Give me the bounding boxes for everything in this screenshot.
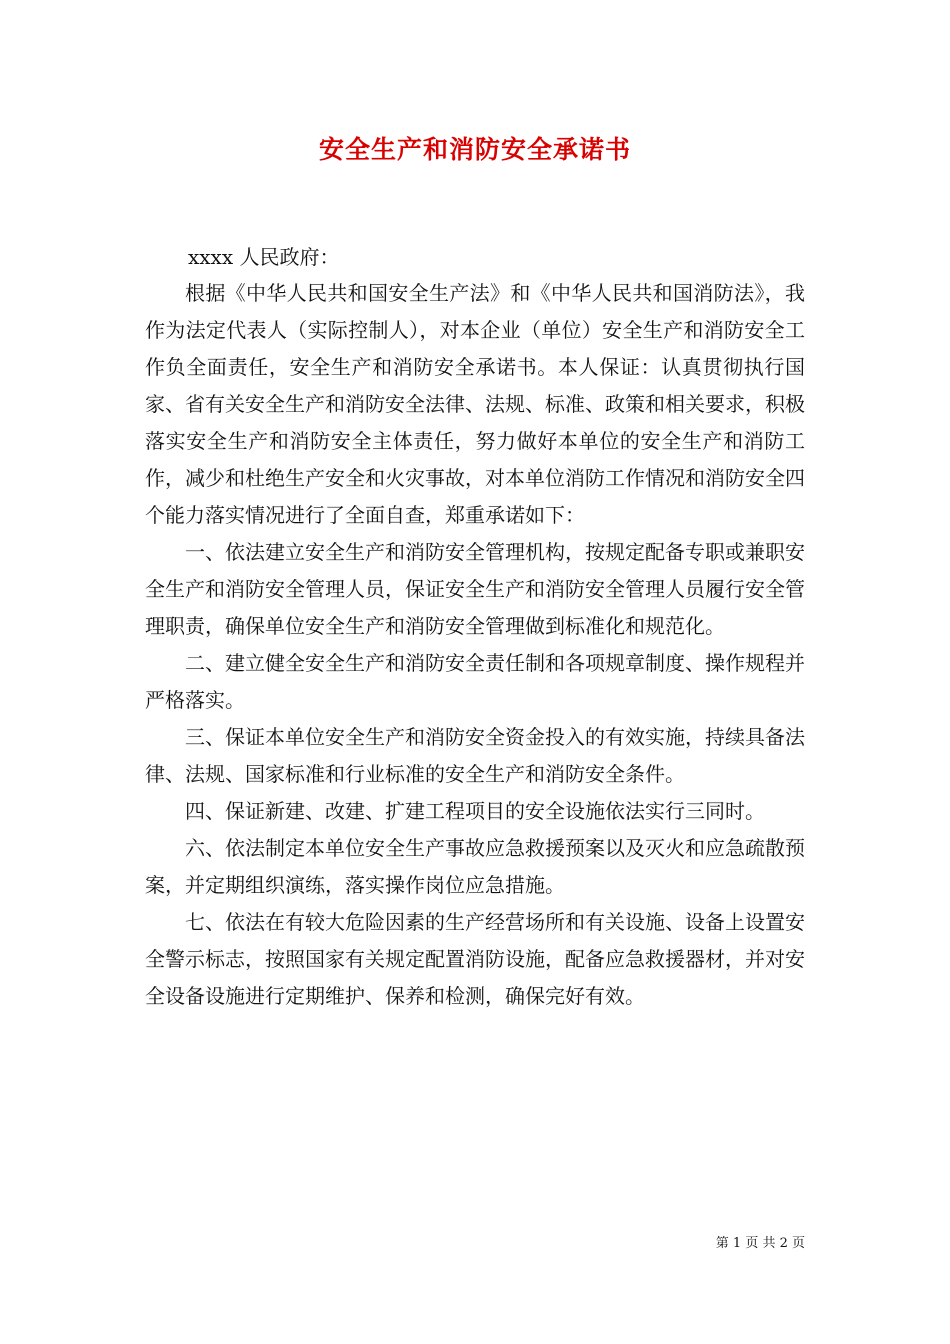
paragraph-intro: 根据《中华人民共和国安全生产法》和《中华人民共和国消防法》，我作为法定代表人（实际控制人），对本企业（单位）安全生产和消防安全工作负全面责任，安全生产和消防安全承诺书。本人保证：认真贯彻执行国家、省有关安全生产和消防安全法律、法规、标准、政策和相关要求，积极落实安全生产和消防安全主体责任，努力做好本单位的安全生产和消防工作，减少和杜绝生产安全和火灾事故，对本单位消防工作情况和消防安全四个能力落实情况进行了全面自查，郑重承诺如下： bbox=[145, 281, 805, 527]
paragraph-item-7: 七、依法在有较大危险因素的生产经营场所和有关设施、设备上设置安全警示标志，按照国家有关规定配置消防设施，配备应急救援器材，并对安全设备设施进行定期维护、保养和检测，确保完好有效。 bbox=[145, 910, 805, 1008]
paragraph-item-4: 四、保证新建、改建、扩建工程项目的安全设施依法实行三同时。 bbox=[185, 799, 765, 823]
document-body bbox=[145, 275, 805, 1015]
salutation: xxxx 人民政府： bbox=[188, 245, 340, 269]
document-title: 安全生产和消防安全承诺书 bbox=[318, 135, 631, 164]
paragraph-item-6: 六、依法制定本单位安全生产事故应急救援预案以及灭火和应急疏散预案，并定期组织演练，落实操作岗位应急措施。 bbox=[145, 836, 805, 897]
page-number-footer: 第 1 页 共 2 页 bbox=[715, 1236, 805, 1251]
paragraph-item-2: 二、建立健全安全生产和消防安全责任制和各项规章制度、操作规程并严格落实。 bbox=[145, 651, 805, 712]
paragraph-item-3: 三、保证本单位安全生产和消防安全资金投入的有效实施，持续具备法律、法规、国家标准和行业标准的安全生产和消防安全条件。 bbox=[145, 725, 805, 786]
paragraph-item-1: 一、依法建立安全生产和消防安全管理机构，按规定配备专职或兼职安全生产和消防安全管理人员，保证安全生产和消防安全管理人员履行安全管理职责，确保单位安全生产和消防安全管理做到标准化和规范化。 bbox=[145, 540, 805, 638]
